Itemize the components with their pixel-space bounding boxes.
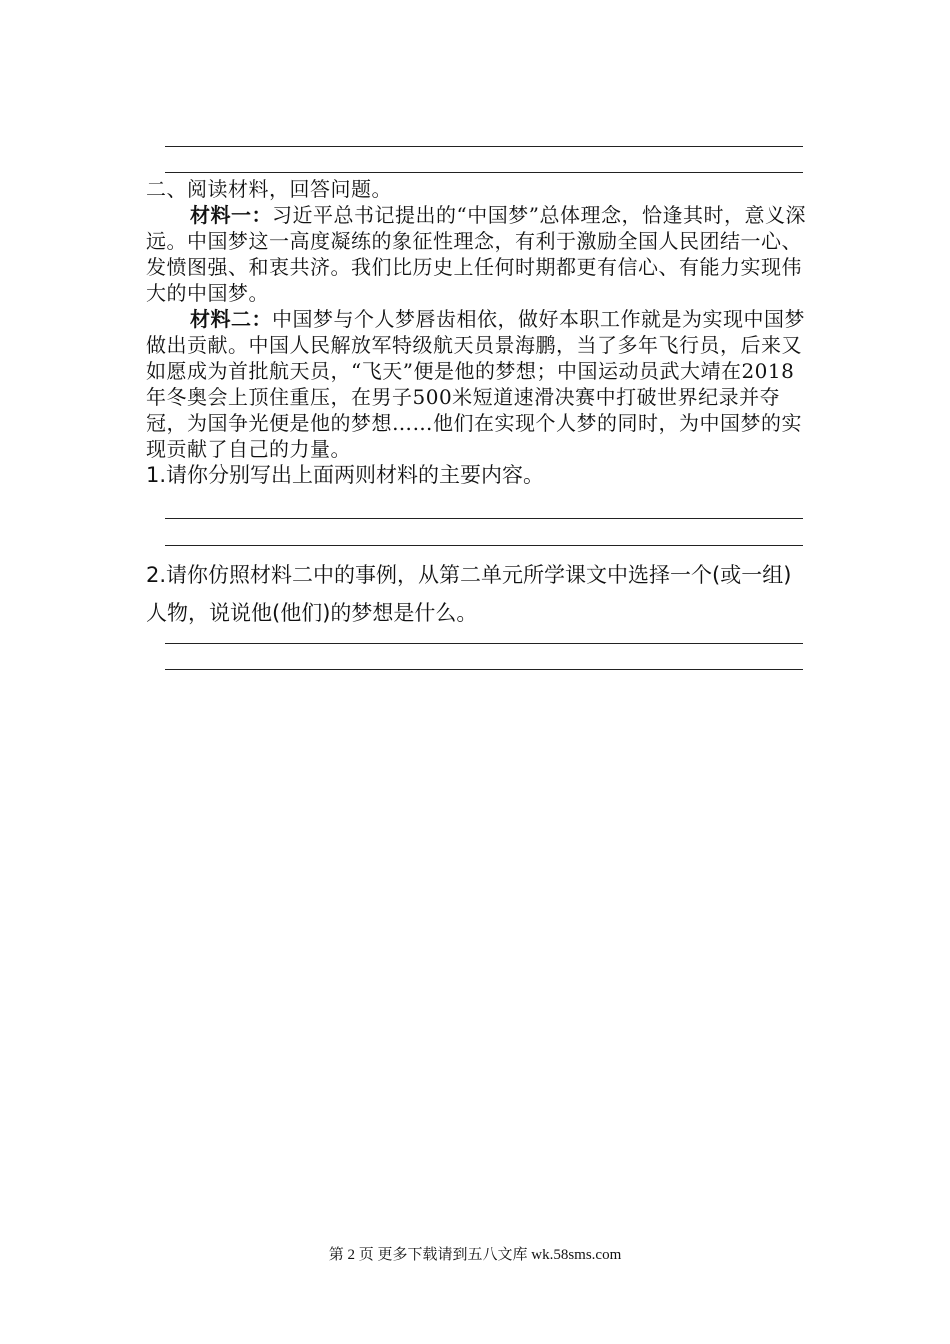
- reading-section: [146, 176, 806, 462]
- section-heading: 二、阅读材料，回答问题。: [146, 177, 392, 201]
- material-two: [146, 306, 806, 462]
- material-two-text: 中国梦与个人梦唇齿相依，做好本职工作就是为实现中国梦做出贡献。中国人民解放军特级航天员景海鹏，当了多年飞行员，后来又如愿成为首批航天员，“飞天”便是他的梦想；中国运动员武大靖在2018年冬奥会上顶住重压，在男子500米短道速滑决赛中打破世界纪录并夺冠，为国争光便是他的梦想……他们在实现个人梦的同时，为中国梦的实现贡献了自己的力量。: [146, 307, 805, 461]
- material-one-label: 材料一：: [190, 203, 272, 227]
- answer-line[interactable]: [165, 545, 803, 546]
- answer-line[interactable]: [165, 669, 803, 670]
- page-footer: 第 2 页 更多下载请到五八文库 wk.58sms.com: [328, 1247, 622, 1263]
- question-1: 1.请你分别写出上面两则材料的主要内容。: [146, 463, 545, 487]
- answer-line: [165, 146, 803, 147]
- material-two-label: 材料二：: [190, 307, 272, 331]
- answer-line[interactable]: [165, 643, 803, 644]
- answer-line: [165, 172, 803, 173]
- answer-line[interactable]: [165, 518, 803, 519]
- material-one-text: 习近平总书记提出的“中国梦”总体理念，恰逢其时，意义深远。中国梦这一高度凝练的象征性理念，有利于激励全国人民团结一心、发愤图强、和衷共济。我们比历史上任何时期都更有信心、有能力实现伟大的中国梦。: [146, 203, 806, 305]
- material-one: [146, 202, 806, 306]
- question-2: 2.请你仿照材料二中的事例，从第二单元所学课文中选择一个(或一组)人物，说说他(他们)的梦想是什么。: [146, 563, 792, 625]
